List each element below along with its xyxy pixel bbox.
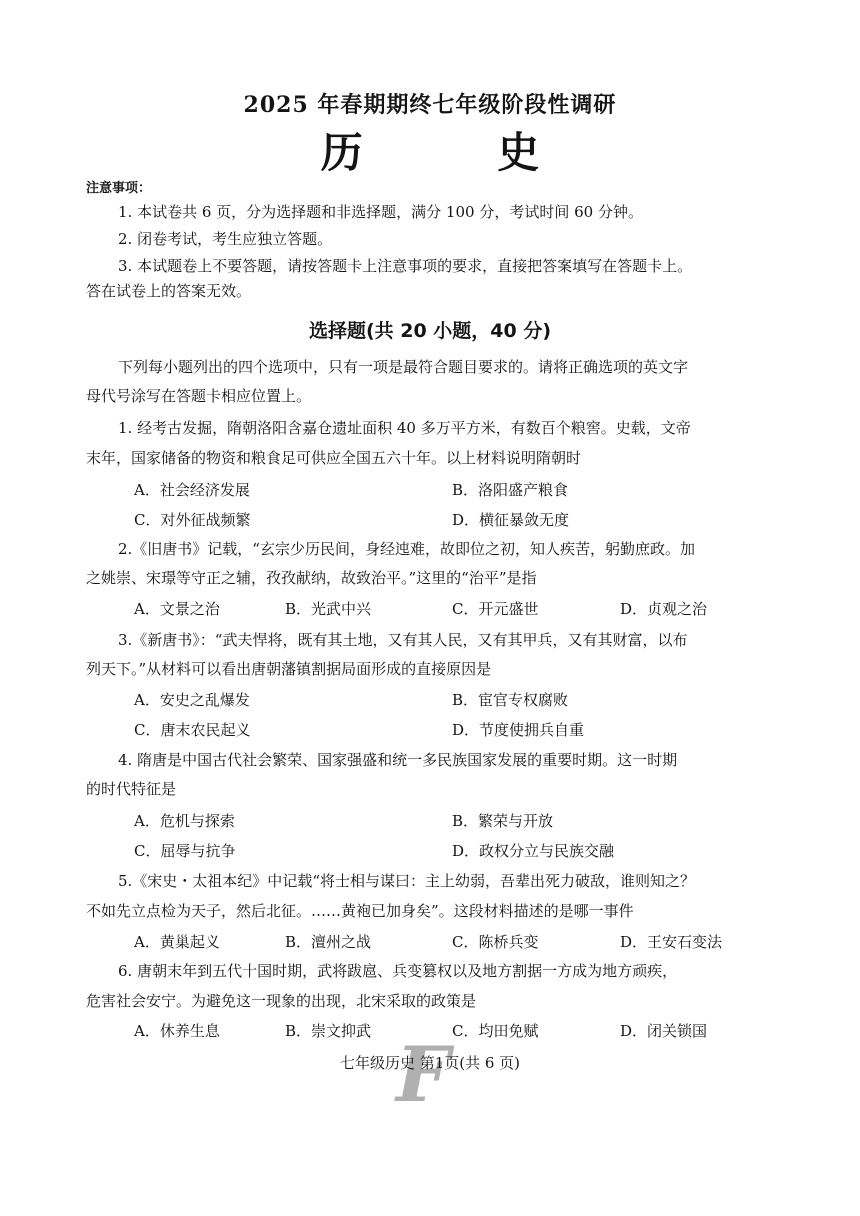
question-2-option-c: C．开元盛世 [452, 600, 539, 618]
question-1-stem: 末年，国家储备的物资和粮食足可供应全国五六十年。以上材料说明隋朝时 [86, 449, 582, 467]
subject-title: 历 史 [320, 128, 600, 177]
question-6-option-c: C．均田免赋 [452, 1022, 539, 1040]
question-2-option-a: A．文景之治 [134, 600, 220, 618]
note-item: 3. 本试题卷上不要答题，请按答题卡上注意事项的要求，直接把答案填写在答题卡上。 [118, 257, 693, 275]
page-footer: 七年级历史 第1页(共 6 页) [339, 1054, 521, 1072]
note-item: 1. 本试卷共 6 页，分为选择题和非选择题，满分 100 分，考试时间 60 分钟。 [118, 203, 643, 221]
question-1-stem: 1. 经考古发掘，隋朝洛阳含嘉仓遗址面积 40 多万平方米，有数百个粮窖。史载，文帝 [118, 419, 691, 437]
section-heading: 选择题(共 20 小题，40 分) [308, 320, 552, 342]
question-1-option-d: D．横征暴敛无度 [452, 511, 570, 529]
notes-heading: 注意事项： [86, 181, 152, 196]
section-instruction: 母代号涂写在答题卡相应位置上。 [86, 387, 312, 405]
question-2-option-d: D．贞观之治 [620, 600, 708, 618]
question-4-stem: 4. 隋唐是中国古代社会繁荣、国家强盛和统一多民族国家发展的重要时期。这一时期 [118, 751, 678, 769]
question-5-option-b: B．澶州之战 [285, 933, 372, 951]
question-5-option-a: A．黄巢起义 [134, 933, 220, 951]
question-4-option-c: C．屈辱与抗争 [134, 842, 236, 860]
question-4-option-d: D．政权分立与民族交融 [452, 842, 615, 860]
question-3-option-a: A．安史之乱爆发 [134, 691, 250, 709]
question-6-option-a: A．休养生息 [134, 1022, 220, 1040]
question-3-stem: 3.《新唐书》：“武夫悍将，既有其土地，又有其人民，又有其甲兵，又有其财富，以布 [118, 631, 688, 649]
question-6-stem: 危害社会安宁。为避免这一现象的出现，北宋采取的政策是 [86, 992, 477, 1010]
question-5-option-c: C．陈桥兵变 [452, 933, 539, 951]
question-5-option-d: D．王安石变法 [620, 933, 723, 951]
question-4-option-b: B．繁荣与开放 [452, 812, 554, 830]
question-2-stem: 之姚崇、宋璟等守正之辅，孜孜献纳，故致治平。”这里的“治平”是指 [86, 569, 537, 587]
question-2-option-b: B．光武中兴 [285, 600, 372, 618]
question-1-option-c: C．对外征战频繁 [134, 511, 251, 529]
question-5-stem: 不如先立点检为天子，然后北征。……黄袍已加身矣”。这段材料描述的是哪一事件 [86, 902, 634, 920]
section-instruction: 下列每小题列出的四个选项中，只有一项是最符合题目要求的。请将正确选项的英文字 [118, 358, 689, 376]
watermark-stamp: F [396, 1030, 450, 1119]
question-6-stem: 6. 唐朝末年到五代十国时期，武将跋扈、兵变篡权以及地方割据一方成为地方顽疾， [118, 962, 678, 980]
question-3-stem: 列天下。”从材料可以看出唐朝藩镇割据局面形成的直接原因是 [86, 660, 492, 678]
question-1-option-b: B．洛阳盛产粮食 [452, 481, 569, 499]
note-item: 答在试卷上的答案无效。 [86, 282, 252, 300]
question-6-option-d: D．闭关锁国 [620, 1022, 708, 1040]
question-1-option-a: A．社会经济发展 [134, 481, 250, 499]
note-item: 2. 闭卷考试，考生应独立答题。 [118, 230, 333, 248]
question-3-option-b: B．宦官专权腐败 [452, 691, 569, 709]
question-2-stem: 2.《旧唐书》记载，“玄宗少历民间，身经迍难，故即位之初，知人疾苦，躬勤庶政。加 [118, 540, 695, 558]
question-4-option-a: A．危机与探索 [134, 812, 235, 830]
question-6-option-b: B．崇文抑武 [285, 1022, 372, 1040]
question-5-stem: 5.《宋史・太祖本纪》中记载“将士相与谋曰：主上幼弱，吾辈出死力破敌，谁则知之？ [118, 872, 695, 890]
question-4-stem: 的时代特征是 [86, 780, 177, 798]
exam-title: 2025 年春期期终七年级阶段性调研 [243, 92, 617, 118]
question-3-option-c: C．唐末农民起义 [134, 721, 251, 739]
question-3-option-d: D．节度使拥兵自重 [452, 721, 585, 739]
